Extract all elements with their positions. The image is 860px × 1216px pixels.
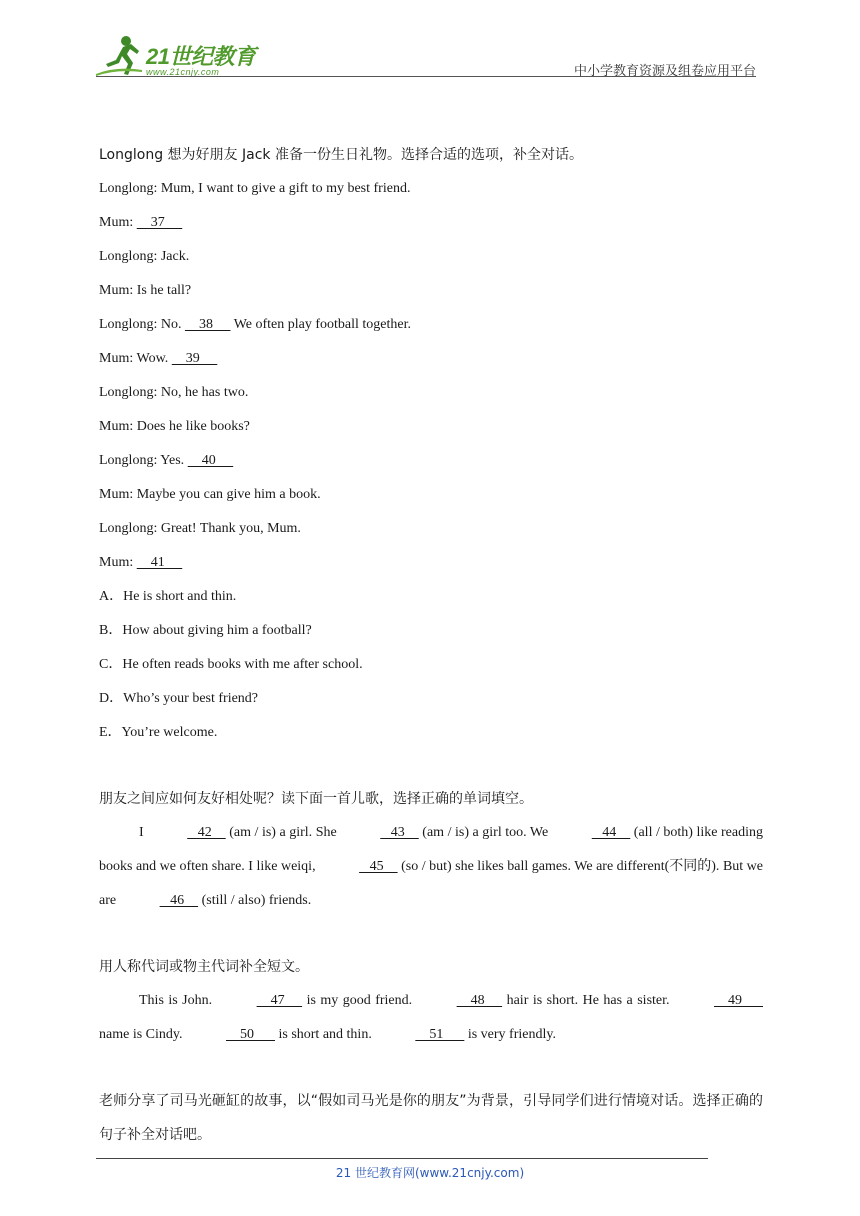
section3-passage (99, 984, 763, 1052)
dialogue-text: Mum: Wow. (99, 351, 172, 366)
dialogue-list (99, 172, 763, 580)
logo-url: www.21cnjy.com (146, 67, 220, 77)
blank-45[interactable]: 45 (359, 859, 398, 874)
dialogue-line (99, 342, 763, 376)
section2-passage (99, 816, 763, 918)
passage-text: is very friendly. (464, 1027, 556, 1042)
passage-text: (all / both) like reading books and we often share. I like weiqi, (99, 825, 763, 874)
dialogue-text: Mum: Is he tall? (99, 283, 192, 298)
page-header (96, 30, 756, 80)
passage-text: is my good friend. (302, 993, 417, 1008)
footer-divider (96, 1158, 708, 1159)
passage-text: (am / is) a girl. She (225, 825, 341, 840)
options-list (99, 580, 763, 750)
blank-46[interactable]: 46 (159, 893, 199, 908)
passage-text: is short and thin. (274, 1027, 376, 1042)
dialogue-line (99, 376, 763, 410)
footer-text: 21 世纪教育网(www.21cnjy.com) (335, 1166, 525, 1180)
blank-48[interactable]: 48 (456, 993, 503, 1008)
dialogue-line (99, 206, 763, 240)
passage-text: (am / is) a girl too. We (418, 825, 552, 840)
dialogue-text: Mum: Does he like books? (99, 419, 250, 434)
dialogue-text: Mum: (99, 555, 137, 570)
dialogue-line (99, 444, 763, 478)
blank-42[interactable]: 42 (187, 825, 226, 840)
section3-intro: 用人称代词或物主代词补全短文。 (99, 959, 309, 975)
dialogue-line (99, 546, 763, 580)
blank-43[interactable]: 43 (380, 825, 419, 840)
blank-47[interactable]: 47 (256, 993, 303, 1008)
passage-text: I (139, 825, 148, 840)
dialogue-line (99, 410, 763, 444)
dialogue-text: Mum: Maybe you can give him a book. (99, 487, 321, 502)
passage-text: This is John. (139, 993, 217, 1008)
header-platform-text: 中小学教育资源及组卷应用平台 (573, 64, 756, 79)
option-item: B．How about giving him a football? (99, 623, 312, 638)
answer-blank[interactable]: 41 (136, 555, 183, 570)
dialogue-text: Mum: (99, 215, 137, 230)
dialogue-text: Longlong: No, he has two. (99, 385, 249, 400)
dialogue-text: Longlong: Jack. (99, 249, 190, 264)
document-body (99, 138, 763, 1152)
answer-blank[interactable]: 37 (136, 215, 183, 230)
option-item: E．You’re welcome. (99, 725, 218, 740)
logo-title: 21世纪教育 (146, 44, 256, 69)
passage-text: (so / but) she likes ball games. We are different(不同的). But we are (99, 859, 763, 908)
section2-intro: 朋友之间应如何友好相处呢？读下面一首儿歌，选择正确的单词填空。 (99, 791, 533, 807)
blank-51[interactable]: 51 (415, 1027, 465, 1042)
dialogue-text: Longlong: Great! Thank you, Mum. (99, 521, 301, 536)
option-item: D．Who’s your best friend? (99, 691, 259, 706)
dialogue-line (99, 478, 763, 512)
dialogue-text: Longlong: No. (99, 317, 185, 332)
header-divider (96, 76, 756, 77)
dialogue-line (99, 512, 763, 546)
answer-blank[interactable]: 38 (184, 317, 231, 332)
dialogue-text: Longlong: Mum, I want to give a gift to my best friend. (99, 181, 411, 196)
option-item: A．He is short and thin. (99, 589, 237, 604)
passage-text: (still / also) friends. (198, 893, 312, 908)
blank-44[interactable]: 44 (591, 825, 631, 840)
section4-intro: 老师分享了司马光砸缸的故事，以“假如司马光是你的朋友”为背景，引导同学们进行情境对话。选择正确的句子补全对话吧。 (99, 1093, 763, 1143)
dialogue-line (99, 308, 763, 342)
dialogue-text: We often play football together. (230, 317, 412, 332)
dialogue-line (99, 172, 763, 206)
passage-text: name is Cindy. (99, 1027, 186, 1042)
blank-49[interactable]: 49 (714, 993, 763, 1008)
site-logo (96, 34, 266, 78)
passage-text: hair is short. He has a sister. (502, 993, 674, 1008)
answer-blank[interactable]: 40 (187, 453, 234, 468)
dialogue-text: Longlong: Yes. (99, 453, 188, 468)
option-item: C．He often reads books with me after school. (99, 657, 363, 672)
blank-50[interactable]: 50 (225, 1027, 275, 1042)
dialogue-line (99, 240, 763, 274)
section1-intro: Longlong 想为好朋友 Jack 准备一份生日礼物。选择合适的选项，补全对话。 (99, 147, 583, 163)
answer-blank[interactable]: 39 (171, 351, 218, 366)
dialogue-line (99, 274, 763, 308)
runner-logo-icon (96, 34, 144, 78)
